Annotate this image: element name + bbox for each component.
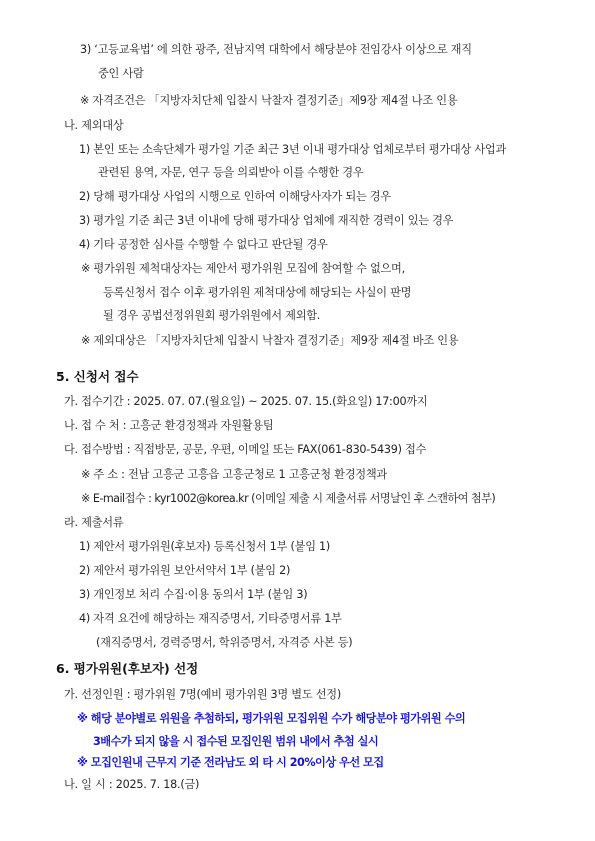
exclusion-note-2: ※ 제외대상은 「지방자치단체 입찰시 낙찰자 결정기준」제9장 제4절 바조 인용	[81, 334, 459, 347]
selection-note-2: ※ 모집인원내 근무지 기준 전라남도 외 타 시 20%이상 우선 모집	[77, 756, 384, 769]
exclusion-note-1-cont-b: 될 경우 공법선정위원회 평가위원에서 제외함.	[103, 309, 321, 322]
application-method: 다. 접수방법 : 직접방문, 공문, 우편, 이메일 또는 FAX(061-830-5439) 접수	[64, 443, 427, 456]
documents-item-4-cont: (재직증명서, 경력증명서, 학위증명서, 자격증 사본 등)	[96, 636, 353, 649]
selection-date: 나. 일 시 : 2025. 7. 18.(금)	[64, 778, 200, 791]
application-period: 가. 접수기간 : 2025. 07. 07.(월요일) ~ 2025. 07. 15.(화요일) 17:00까지	[64, 395, 428, 408]
exclusion-item-2: 2) 당해 평가대상 사업의 시행으로 인하여 이해당사자가 되는 경우	[79, 190, 391, 203]
documents-heading: 라. 제출서류	[64, 516, 124, 529]
qualification-note: ※ 자격조건은 「지방자치단체 입찰시 낙찰자 결정기준」제9장 제4절 나조 인용	[80, 94, 458, 107]
exclusion-note-1-cont-a: 등록신청서 접수 이후 평가위원 제척대상에 해당되는 사실이 판명	[103, 286, 412, 299]
application-address: ※ 주 소 : 전남 고흥군 고흥읍 고흥군청로 1 고흥군청 환경정책과	[81, 468, 387, 481]
exclusion-item-1-cont: 관련된 용역, 자문, 연구 등을 의뢰받아 이를 수행한 경우	[98, 166, 364, 179]
exclusion-item-4: 4) 기타 공정한 심사를 수행할 수 없다고 판단될 경우	[79, 238, 328, 251]
selection-note-1: ※ 해당 분야별로 위원을 추첨하되, 평가위원 모집위원 수가 해당분야 평가위원 수의	[77, 712, 466, 725]
selection-count: 가. 선정인원 : 평가위원 7명(예비 평가위원 3명 별도 선정)	[64, 688, 341, 701]
documents-item-3: 3) 개인정보 처리 수집·이용 동의서 1부 (붙임 3)	[79, 588, 308, 601]
qualification-item-3-cont: 중인 사람	[98, 67, 144, 80]
application-email: ※ E-mail접수 : kyr1002@korea.kr (이메일 제출 시 제출서류 서명날인 후 스캔하여 첨부)	[81, 492, 496, 505]
qualification-item-3: 3) ‘고등교육법’ 에 의한 광주, 전남지역 대학에서 해당분야 전임강사 이상으로 재직	[80, 43, 472, 56]
application-office: 나. 접 수 처 : 고흥군 환경정책과 자원활용팀	[64, 419, 274, 432]
exclusion-note-1: ※ 평가위원 제척대상자는 제안서 평가위원 모집에 참여할 수 없으며,	[81, 262, 405, 275]
exclusion-item-3: 3) 평가일 기준 최근 3년 이내에 당해 평가대상 업체에 재직한 경력이 있는 경우	[79, 214, 454, 227]
section-6-heading: 6. 평가위원(후보자) 선정	[56, 661, 199, 676]
selection-note-1-cont: 3배수가 되지 않을 시 접수된 모집인원 범위 내에서 추첨 실시	[93, 735, 379, 748]
section-5-heading: 5. 신청서 접수	[56, 369, 139, 384]
exclusion-heading: 나. 제외대상	[64, 119, 124, 132]
documents-item-1: 1) 제안서 평가위원(후보자) 등록신청서 1부 (붙임 1)	[79, 540, 331, 553]
documents-item-4: 4) 자격 요건에 해당하는 재직증명서, 기타증명서류 1부	[79, 612, 342, 625]
exclusion-item-1: 1) 본인 또는 소속단체가 평가일 기준 최근 3년 이내 평가대상 업체로부터 평가대상 사업과	[79, 143, 507, 156]
documents-item-2: 2) 제안서 평가위원 보안서약서 1부 (붙임 2)	[79, 564, 291, 577]
